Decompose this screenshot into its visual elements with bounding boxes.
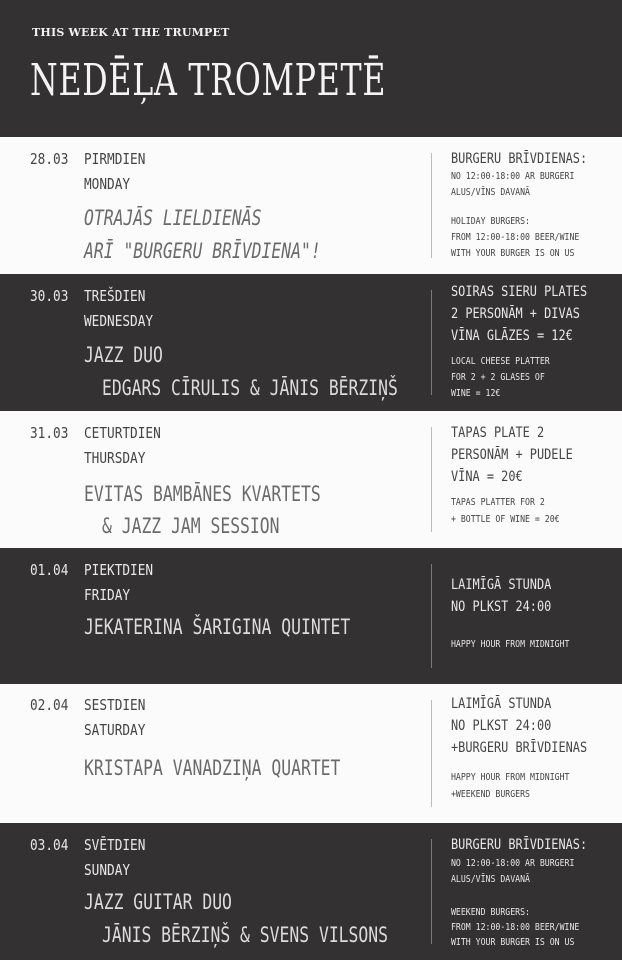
day-date: 28.03 (30, 150, 69, 168)
offer-en-line: HAPPY HOUR FROM MIDNIGHT (451, 772, 570, 783)
offer-en-line: FROM 12:00-18:00 BEER/WINE (451, 922, 580, 933)
offer-lv-line: TAPAS PLATE 2 (451, 425, 545, 441)
day-name-lv: TREŠDIEN (84, 287, 146, 305)
header (0, 0, 622, 137)
event-line-1: OTRAJĀS LIELDIENĀS (84, 206, 262, 230)
column-divider (431, 427, 432, 532)
column-divider (431, 700, 432, 807)
header-title: NEDĒĻA TROMPETĒ (30, 55, 387, 106)
day-name-en: SATURDAY (84, 721, 146, 739)
day-row-saturday (0, 684, 622, 823)
day-date: 30.03 (30, 287, 69, 305)
day-name-en: THURSDAY (84, 449, 146, 467)
offer-lv-line: LAIMĪGĀ STUNDA (451, 577, 552, 593)
day-date: 01.04 (30, 561, 69, 579)
day-name-en: FRIDAY (84, 586, 131, 604)
offer-en-line: WINE = 12€ (451, 388, 501, 399)
offer-en-line: WITH YOUR BURGER IS ON US (451, 937, 575, 948)
offer-lv-line: ALUS/VĪNS DAVANĀ (451, 187, 530, 198)
event-line-1: JAZZ GUITAR DUO (84, 890, 232, 914)
day-name-en: MONDAY (84, 175, 131, 193)
event-line-2: ARĪ "BURGERU BRĪVDIENA"! (84, 239, 321, 263)
offer-lv-line: NO 12:00-18:00 AR BURGERI (451, 858, 575, 869)
day-name-lv: CETURTDIEN (84, 424, 161, 442)
column-divider (431, 839, 432, 944)
column-divider (431, 564, 432, 668)
event-line-1: EVITAS BAMBĀNES KVARTETS (84, 482, 321, 506)
offer-en-line: WITH YOUR BURGER IS ON US (451, 248, 575, 259)
offer-lv-line: VĪNA = 20€ (451, 469, 523, 485)
offer-en-line: TAPAS PLATTER FOR 2 (451, 497, 545, 508)
offer-title: BURGERU BRĪVDIENAS: (451, 837, 588, 853)
offer-lv-line: NO 12:00-18:00 AR BURGERI (451, 171, 575, 182)
event-line-1: JEKATERINA ŠARIGINA QUINTET (84, 615, 351, 639)
offer-lv-line: NO PLKST 24:00 (451, 599, 552, 615)
offer-en-line: LOCAL CHEESE PLATTER (451, 356, 550, 367)
day-name-lv: SESTDIEN (84, 696, 146, 714)
offer-lv-line: 2 PERSONĀM + DIVAS (451, 306, 580, 322)
offer-lv-line: NO PLKST 24:00 (451, 718, 552, 734)
offer-en-line: HOLIDAY BURGERS: (451, 216, 530, 227)
column-divider (431, 153, 432, 258)
header-subtitle: THIS WEEK AT THE TRUMPET (32, 26, 230, 39)
day-date: 03.04 (30, 836, 69, 854)
offer-en-line: FOR 2 + 2 GLASES OF (451, 372, 545, 383)
day-row-monday (0, 137, 622, 274)
event-line-1: KRISTAPA VANADZIŅA QUARTET (84, 756, 341, 780)
day-date: 31.03 (30, 424, 69, 442)
column-divider (431, 290, 432, 395)
day-name-en: SUNDAY (84, 861, 131, 879)
offer-lv-line: LAIMĪGĀ STUNDA (451, 696, 552, 712)
offer-lv-line: +BURGERU BRĪVDIENAS (451, 740, 588, 756)
event-line-2: EDGARS CĪRULIS & JĀNIS BĒRZIŅŠ (102, 376, 398, 400)
day-row-sunday (0, 823, 622, 960)
offer-en-line: WEEKEND BURGERS: (451, 907, 530, 918)
event-line-2: & JAZZ JAM SESSION (102, 514, 280, 538)
day-name-lv: PIRMDIEN (84, 150, 146, 168)
offer-en-line: + BOTTLE OF WINE = 20€ (451, 514, 560, 525)
event-line-1: JAZZ DUO (84, 343, 163, 367)
offer-lv-line: PERSONĀM + PUDELE (451, 447, 573, 463)
day-row-friday (0, 548, 622, 684)
day-row-thursday (0, 411, 622, 548)
offer-lv-line: ALUS/VĪNS DAVANĀ (451, 874, 530, 885)
day-row-wednesday (0, 274, 622, 411)
offer-lv-line: SOIRAS SIERU PLATES (451, 284, 588, 300)
day-name-en: WEDNESDAY (84, 312, 154, 330)
offer-title: BURGERU BRĪVDIENAS: (451, 151, 588, 167)
offer-lv-line: VĪNA GLĀZES = 12€ (451, 328, 573, 344)
day-name-lv: PIEKTDIEN (84, 561, 154, 579)
offer-en-line: FROM 12:00-18:00 BEER/WINE (451, 232, 580, 243)
offer-en-line: +WEEKEND BURGERS (451, 789, 530, 800)
offer-en-line: HAPPY HOUR FROM MIDNIGHT (451, 639, 570, 650)
day-date: 02.04 (30, 696, 69, 714)
day-name-lv: SVĒTDIEN (84, 836, 146, 854)
event-line-2: JĀNIS BĒRZIŅŠ & SVENS VILSONS (102, 923, 388, 947)
